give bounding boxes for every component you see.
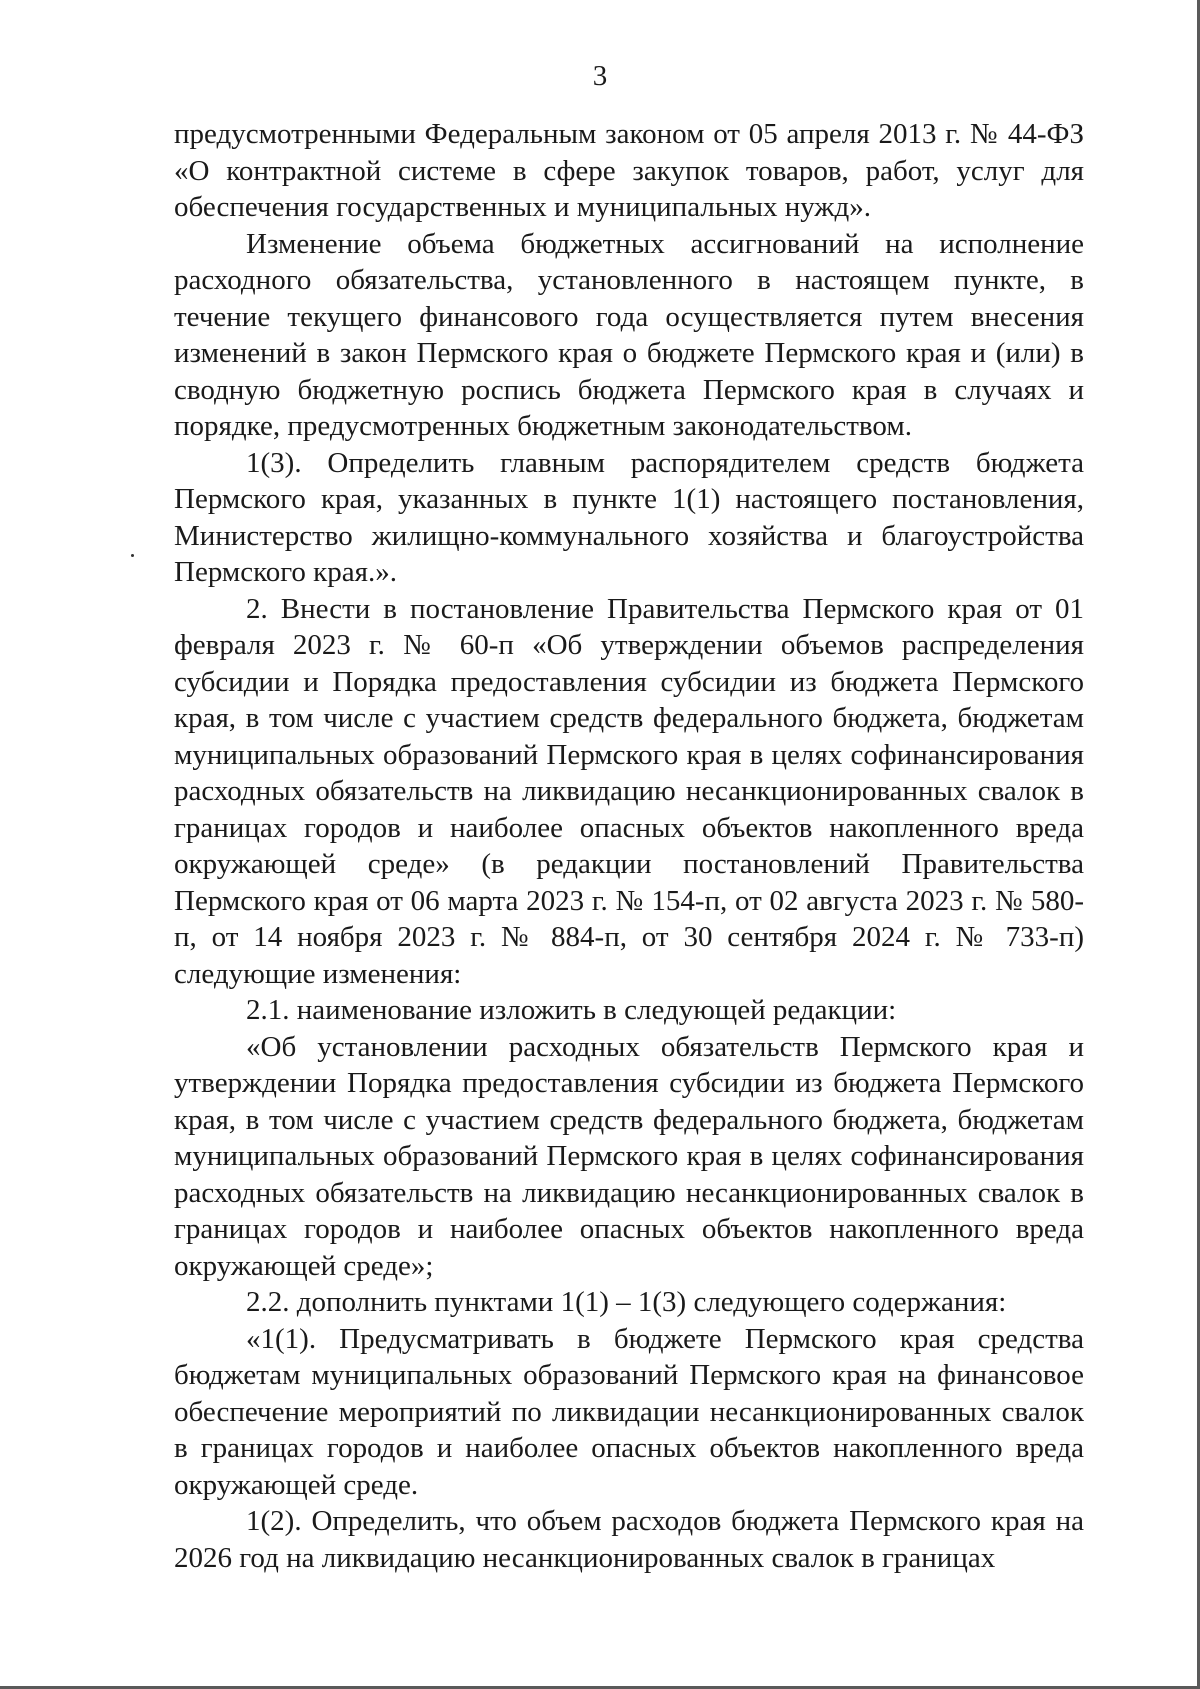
paragraph: «Об установлении расходных обязательств Пермского края и утверждении Порядка предоставления субсидии из бюджета Пермского края, в том числе с участием средств федерального бюджета, бюджетам муниципальных образований Пермского края в целях софинансирования расходных обязательств на ликвидацию несанкционированных свалок в границах городов и наиболее опасных объектов накопленного вреда окружающей среде»; <box>174 1030 1084 1282</box>
paragraph: предусмотренными Федеральным законом от 05 апреля 2013 г. № 44-ФЗ «О контрактной системе в сфере закупок товаров, работ, услуг для обеспечения государственных и муниципальных нужд». <box>174 118 1084 223</box>
document-body <box>174 116 1084 1576</box>
paragraph: Изменение объема бюджетных ассигнований на исполнение расходного обязательства, установленного в настоящем пункте, в течение текущего финансового года осуществляется путем внесения изменений в закон Пермского края о бюджете Пермского края и (или) в сводную бюджетную роспись бюджета Пермского края в случаях и порядке, предусмотренных бюджетным законодательством. <box>174 227 1084 442</box>
paragraph: 2. Внести в постановление Правительства Пермского края от 01 февраля 2023 г. № 60-п «Об утверждении объемов распределения субсидии и Порядка предоставления субсидии из бюджета Пермского края, в том числе с участием средств федерального бюджета, бюджетам муниципальных образований Пермского края в целях софинансирования расходных обязательств на ликвидацию несанкционированных свалок в границах городов и наиболее опасных объектов накопленного вреда окружающей среде» (в редакции постановлений Правительства Пермского края от 06 марта 2023 г. № 154-п, от 02 августа 2023 г. № 580-п, от 14 ноября 2023 г. № 884-п, от 30 сентября 2024 г. № 733-п) следующие изменения: <box>174 592 1084 990</box>
page-number: 3 <box>592 60 608 92</box>
paragraph: 1(3). Определить главным распорядителем средств бюджета Пермского края, указанных в пункте 1(1) настоящего постановления, Министерство жилищно-коммунального хозяйства и благоустройства Пермского края.». <box>174 446 1084 588</box>
paragraph: 2.1. наименование изложить в следующей редакции: <box>246 994 897 1026</box>
scan-speck <box>131 554 134 557</box>
paragraph: «1(1). Предусматривать в бюджете Пермского края средства бюджетам муниципальных образований Пермского края на финансовое обеспечение мероприятий по ликвидации несанкционированных свалок в границах городов и наиболее опасных объектов накопленного вреда окружающей среде. <box>174 1322 1084 1501</box>
paragraph: 2.2. дополнить пунктами 1(1) – 1(3) следующего содержания: <box>246 1286 1007 1318</box>
paragraph: 1(2). Определить, что объем расходов бюджета Пермского края на 2026 год на ликвидацию несанкционированных свалок в границах <box>174 1505 1084 1574</box>
